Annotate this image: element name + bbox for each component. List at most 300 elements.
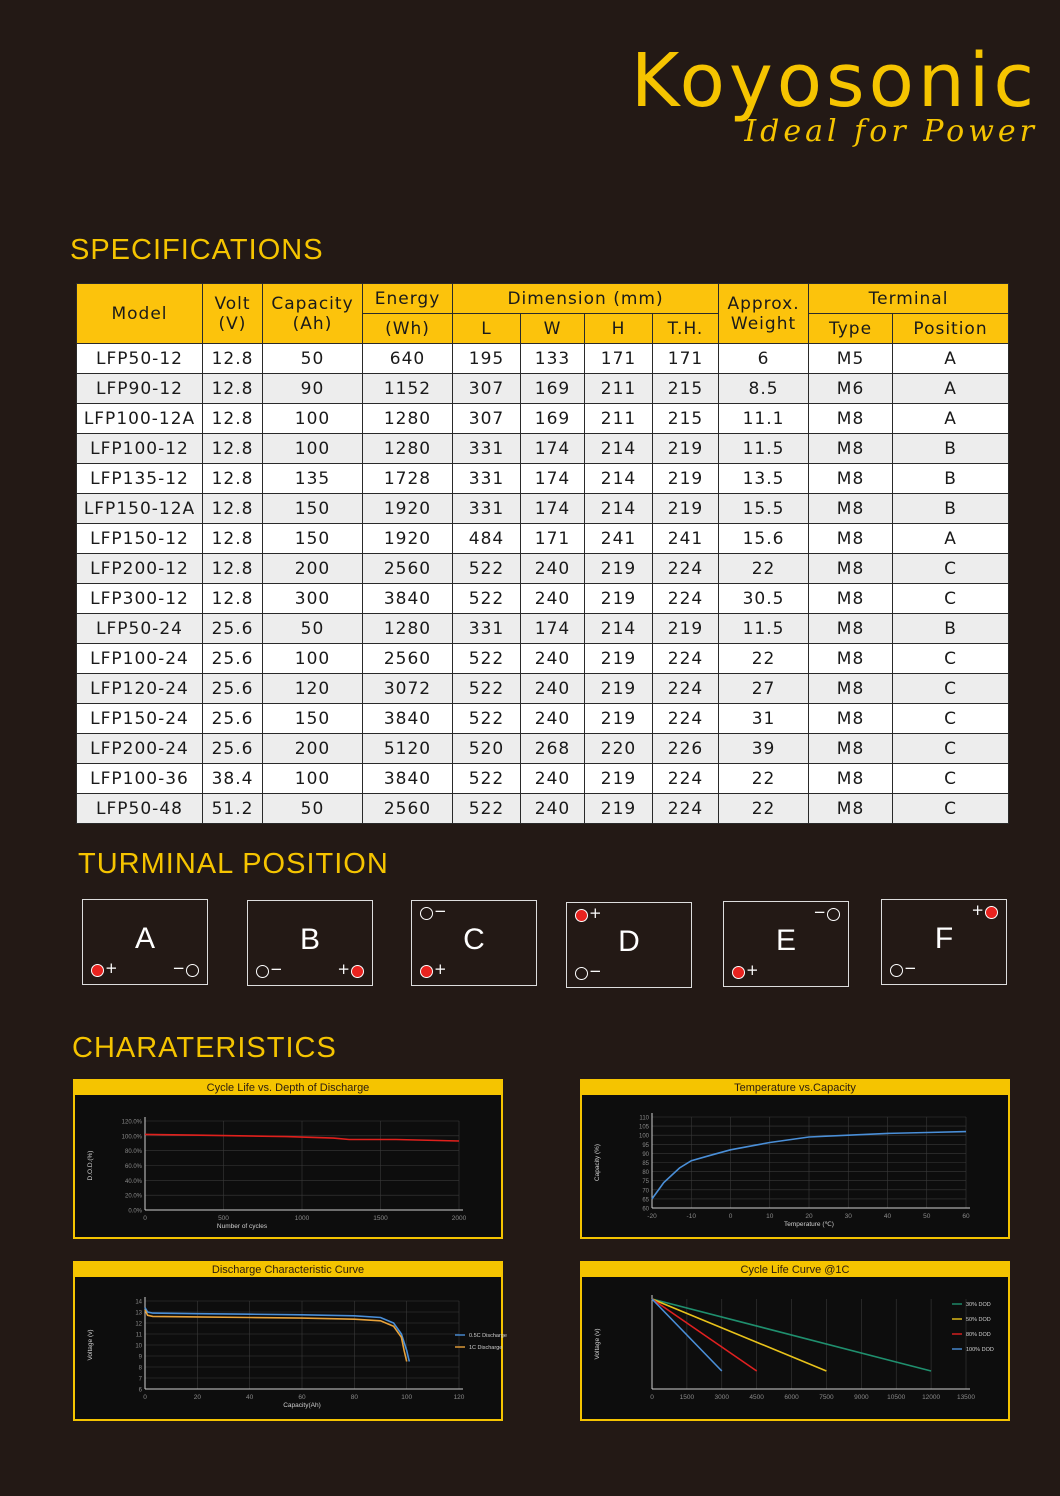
header-terminal: Terminal bbox=[809, 284, 1009, 314]
table-cell: LFP100-24 bbox=[77, 644, 203, 674]
x-tick-label: 30 bbox=[844, 1213, 852, 1220]
table-cell: B bbox=[893, 464, 1009, 494]
table-cell: 240 bbox=[521, 764, 585, 794]
y-tick-label: 65 bbox=[642, 1197, 649, 1204]
x-tick-label: 20 bbox=[193, 1394, 201, 1401]
table-cell: 224 bbox=[653, 704, 719, 734]
chart-title: Cycle Life Curve @1C bbox=[582, 1263, 1008, 1277]
terminal-position-heading: TURMINAL POSITION bbox=[78, 848, 389, 880]
table-cell: 640 bbox=[363, 344, 453, 374]
header-terminal-type: Type bbox=[809, 314, 893, 344]
table-cell: 219 bbox=[653, 464, 719, 494]
table-cell: 224 bbox=[653, 554, 719, 584]
x-tick-label: 0 bbox=[728, 1213, 733, 1220]
table-cell: 200 bbox=[263, 734, 363, 764]
y-tick-label: 20.0% bbox=[124, 1193, 142, 1200]
x-tick-label: 500 bbox=[218, 1215, 229, 1222]
x-tick-label: -20 bbox=[647, 1213, 657, 1220]
table-cell: A bbox=[893, 344, 1009, 374]
table-cell: 520 bbox=[453, 734, 521, 764]
x-tick-label: 40 bbox=[883, 1213, 892, 1220]
terminal-letter: B bbox=[299, 923, 320, 956]
x-tick-label: 1000 bbox=[294, 1215, 310, 1222]
table-cell: 1728 bbox=[363, 464, 453, 494]
table-cell: 100 bbox=[263, 434, 363, 464]
terminal-letter: C bbox=[463, 923, 485, 956]
x-tick-label: 50 bbox=[923, 1213, 931, 1220]
y-tick-label: 9 bbox=[138, 1354, 142, 1361]
terminal-letter: D bbox=[618, 925, 640, 958]
table-cell: 25.6 bbox=[203, 734, 263, 764]
table-cell: 50 bbox=[263, 794, 363, 824]
table-cell: 135 bbox=[263, 464, 363, 494]
minus-icon: − bbox=[172, 959, 185, 977]
y-tick-label: 80 bbox=[642, 1170, 649, 1177]
table-cell: 39 bbox=[719, 734, 809, 764]
chart-cycle-life-1c-plot bbox=[582, 1277, 1008, 1419]
table-cell: 522 bbox=[453, 764, 521, 794]
terminal-box-f bbox=[881, 899, 1007, 985]
table-cell: C bbox=[893, 584, 1009, 614]
table-cell: 3840 bbox=[363, 764, 453, 794]
table-cell: 214 bbox=[585, 494, 653, 524]
table-row bbox=[77, 734, 1009, 764]
table-cell: 215 bbox=[653, 374, 719, 404]
table-cell: 224 bbox=[653, 674, 719, 704]
table-cell: 12.8 bbox=[203, 434, 263, 464]
chart-temperature-capacity bbox=[580, 1079, 1010, 1239]
x-tick-label: 60 bbox=[298, 1394, 306, 1401]
table-cell: 1280 bbox=[363, 614, 453, 644]
table-cell: 1920 bbox=[363, 494, 453, 524]
table-cell: 331 bbox=[453, 614, 521, 644]
terminal-box-d bbox=[566, 902, 692, 988]
header-energy: Energy bbox=[363, 284, 453, 314]
terminal-letter: F bbox=[934, 922, 954, 955]
terminal-letter: A bbox=[134, 922, 155, 955]
brand-name: Koyosonic bbox=[630, 38, 1038, 124]
table-cell: 211 bbox=[585, 404, 653, 434]
header-model: Model bbox=[77, 284, 203, 344]
header-volt: Volt (V) bbox=[203, 284, 263, 344]
x-axis-label: Capacity(Ah) bbox=[283, 1402, 321, 1409]
table-cell: 522 bbox=[453, 794, 521, 824]
x-tick-label: 20 bbox=[805, 1213, 813, 1220]
y-tick-label: 14 bbox=[135, 1299, 142, 1306]
table-cell: 12.8 bbox=[203, 344, 263, 374]
header-energy-unit: (Wh) bbox=[363, 314, 453, 344]
table-cell: 22 bbox=[719, 794, 809, 824]
y-tick-label: 6 bbox=[138, 1387, 142, 1394]
table-cell: 120 bbox=[263, 674, 363, 704]
table-cell: LFP135-12 bbox=[77, 464, 203, 494]
table-cell: LFP300-12 bbox=[77, 584, 203, 614]
table-cell: 5120 bbox=[363, 734, 453, 764]
table-cell: 240 bbox=[521, 584, 585, 614]
table-cell: 100 bbox=[263, 404, 363, 434]
table-cell: 240 bbox=[521, 704, 585, 734]
negative-terminal-icon bbox=[256, 965, 269, 978]
table-cell: 200 bbox=[263, 554, 363, 584]
x-tick-label: 10500 bbox=[887, 1394, 906, 1401]
table-cell: 214 bbox=[585, 434, 653, 464]
series-line bbox=[145, 1310, 407, 1362]
table-cell: 12.8 bbox=[203, 404, 263, 434]
table-cell: 226 bbox=[653, 734, 719, 764]
table-cell: M8 bbox=[809, 734, 893, 764]
x-tick-label: 40 bbox=[246, 1394, 254, 1401]
chart-title: Cycle Life vs. Depth of Discharge bbox=[75, 1081, 501, 1095]
header-height: H bbox=[585, 314, 653, 344]
table-cell: 27 bbox=[719, 674, 809, 704]
x-axis-label: Temperature (℃) bbox=[784, 1221, 834, 1228]
table-row bbox=[77, 374, 1009, 404]
y-axis-label: Voltage (v) bbox=[594, 1328, 601, 1360]
minus-icon: − bbox=[270, 960, 283, 978]
negative-terminal-icon bbox=[890, 964, 903, 977]
table-cell: A bbox=[893, 404, 1009, 434]
y-tick-label: 60.0% bbox=[124, 1164, 142, 1170]
table-cell: LFP150-12 bbox=[77, 524, 203, 554]
table-cell: 100 bbox=[263, 764, 363, 794]
table-cell: 522 bbox=[453, 584, 521, 614]
table-cell: 22 bbox=[719, 554, 809, 584]
table-cell: 224 bbox=[653, 764, 719, 794]
table-cell: 38.4 bbox=[203, 764, 263, 794]
table-cell: 133 bbox=[521, 344, 585, 374]
table-cell: A bbox=[893, 524, 1009, 554]
x-tick-label: 1500 bbox=[373, 1215, 388, 1222]
x-tick-label: 7500 bbox=[819, 1394, 834, 1401]
chart-title: Discharge Characteristic Curve bbox=[75, 1263, 501, 1277]
table-cell: 522 bbox=[453, 644, 521, 674]
table-cell: 268 bbox=[521, 734, 585, 764]
table-row bbox=[77, 794, 1009, 824]
x-tick-label: -10 bbox=[686, 1213, 696, 1220]
table-cell: LFP100-12 bbox=[77, 434, 203, 464]
table-cell: LFP200-12 bbox=[77, 554, 203, 584]
table-cell: 331 bbox=[453, 494, 521, 524]
x-tick-label: 80 bbox=[350, 1394, 358, 1401]
y-tick-label: 60 bbox=[642, 1206, 649, 1213]
table-cell: 1152 bbox=[363, 374, 453, 404]
y-tick-label: 70 bbox=[642, 1188, 649, 1195]
table-cell: 211 bbox=[585, 374, 653, 404]
y-tick-label: 85 bbox=[642, 1161, 649, 1167]
table-cell: 30.5 bbox=[719, 584, 809, 614]
table-cell: LFP50-48 bbox=[77, 794, 203, 824]
table-cell: C bbox=[893, 704, 1009, 734]
table-cell: LFP90-12 bbox=[77, 374, 203, 404]
table-cell: M8 bbox=[809, 764, 893, 794]
chart-discharge-curve-plot bbox=[75, 1277, 507, 1419]
table-cell: 171 bbox=[585, 344, 653, 374]
y-tick-label: 11 bbox=[135, 1332, 142, 1339]
table-cell: 8.5 bbox=[719, 374, 809, 404]
table-row bbox=[77, 524, 1009, 554]
x-tick-label: 3000 bbox=[714, 1394, 730, 1401]
table-cell: 219 bbox=[653, 434, 719, 464]
table-cell: LFP100-12A bbox=[77, 404, 203, 434]
table-cell: 3072 bbox=[363, 674, 453, 704]
table-cell: 215 bbox=[653, 404, 719, 434]
x-tick-label: 9000 bbox=[854, 1394, 869, 1401]
table-cell: 22 bbox=[719, 644, 809, 674]
table-cell: 169 bbox=[521, 404, 585, 434]
table-cell: 219 bbox=[653, 614, 719, 644]
table-cell: M5 bbox=[809, 344, 893, 374]
legend-label: 50% DOD bbox=[966, 1317, 991, 1323]
table-cell: 241 bbox=[653, 524, 719, 554]
terminal-letter: E bbox=[775, 924, 796, 957]
plus-icon: + bbox=[434, 960, 447, 978]
x-tick-label: 6000 bbox=[784, 1394, 799, 1401]
minus-icon: − bbox=[813, 903, 826, 921]
table-cell: A bbox=[893, 374, 1009, 404]
table-cell: LFP150-24 bbox=[77, 704, 203, 734]
table-row bbox=[77, 434, 1009, 464]
negative-terminal-icon bbox=[186, 964, 199, 977]
table-cell: 150 bbox=[263, 494, 363, 524]
table-cell: C bbox=[893, 734, 1009, 764]
terminal-box-a bbox=[82, 899, 208, 985]
table-cell: 3840 bbox=[363, 704, 453, 734]
table-cell: M8 bbox=[809, 494, 893, 524]
table-cell: 219 bbox=[585, 644, 653, 674]
y-tick-label: 105 bbox=[638, 1124, 649, 1131]
table-cell: 50 bbox=[263, 344, 363, 374]
table-cell: 240 bbox=[521, 554, 585, 584]
table-cell: LFP50-12 bbox=[77, 344, 203, 374]
table-cell: M8 bbox=[809, 554, 893, 584]
table-cell: 12.8 bbox=[203, 584, 263, 614]
table-cell: 25.6 bbox=[203, 704, 263, 734]
table-cell: 3840 bbox=[363, 584, 453, 614]
table-cell: 25.6 bbox=[203, 674, 263, 704]
table-cell: C bbox=[893, 644, 1009, 674]
table-cell: 12.8 bbox=[203, 524, 263, 554]
y-axis-label: Capacity (%) bbox=[594, 1143, 601, 1182]
table-cell: 50 bbox=[263, 614, 363, 644]
chart-title: Temperature vs.Capacity bbox=[582, 1081, 1008, 1095]
table-cell: M8 bbox=[809, 524, 893, 554]
table-cell: 2560 bbox=[363, 644, 453, 674]
table-row bbox=[77, 704, 1009, 734]
table-cell: 11.5 bbox=[719, 434, 809, 464]
table-row bbox=[77, 464, 1009, 494]
header-dimension: Dimension (mm) bbox=[453, 284, 719, 314]
positive-terminal-icon bbox=[732, 966, 745, 979]
table-cell: 219 bbox=[653, 494, 719, 524]
table-cell: M6 bbox=[809, 374, 893, 404]
table-cell: 12.8 bbox=[203, 464, 263, 494]
specifications-heading: SPECIFICATIONS bbox=[70, 234, 324, 266]
table-cell: 15.5 bbox=[719, 494, 809, 524]
table-cell: LFP100-36 bbox=[77, 764, 203, 794]
table-cell: C bbox=[893, 674, 1009, 704]
table-cell: 224 bbox=[653, 584, 719, 614]
table-cell: M8 bbox=[809, 464, 893, 494]
specifications-table bbox=[76, 283, 1009, 824]
negative-terminal-icon bbox=[575, 967, 588, 980]
table-cell: 22 bbox=[719, 764, 809, 794]
positive-terminal-icon bbox=[91, 964, 104, 977]
table-cell: 2560 bbox=[363, 794, 453, 824]
table-row bbox=[77, 644, 1009, 674]
plus-icon: + bbox=[589, 904, 602, 922]
table-row bbox=[77, 584, 1009, 614]
x-tick-label: 13500 bbox=[956, 1394, 976, 1401]
y-tick-label: 10 bbox=[135, 1343, 142, 1350]
table-cell: 219 bbox=[585, 794, 653, 824]
table-cell: 522 bbox=[453, 554, 521, 584]
header-terminal-position: Position bbox=[893, 314, 1009, 344]
x-axis-label: Number of cycles bbox=[216, 1223, 268, 1230]
table-cell: 219 bbox=[585, 764, 653, 794]
table-cell: 195 bbox=[453, 344, 521, 374]
x-tick-label: 12000 bbox=[922, 1394, 941, 1401]
table-cell: 25.6 bbox=[203, 614, 263, 644]
table-cell: M8 bbox=[809, 584, 893, 614]
table-cell: 25.6 bbox=[203, 644, 263, 674]
positive-terminal-icon bbox=[575, 909, 588, 922]
plus-icon: + bbox=[337, 960, 350, 978]
table-cell: 522 bbox=[453, 704, 521, 734]
legend-label: 1C Discharge bbox=[469, 1345, 503, 1351]
terminal-box-b bbox=[247, 900, 373, 986]
table-cell: 331 bbox=[453, 464, 521, 494]
table-cell: 174 bbox=[521, 614, 585, 644]
x-tick-label: 2000 bbox=[451, 1215, 467, 1222]
table-cell: 522 bbox=[453, 674, 521, 704]
x-tick-label: 10 bbox=[766, 1213, 774, 1220]
table-cell: 15.6 bbox=[719, 524, 809, 554]
table-cell: M8 bbox=[809, 434, 893, 464]
x-tick-label: 100 bbox=[401, 1394, 413, 1401]
y-tick-label: 12 bbox=[135, 1321, 142, 1328]
x-tick-label: 1500 bbox=[679, 1394, 695, 1401]
table-cell: LFP120-24 bbox=[77, 674, 203, 704]
chart-cycle-life-dod-plot bbox=[75, 1095, 501, 1237]
x-tick-label: 120 bbox=[453, 1394, 465, 1401]
plus-icon: + bbox=[971, 901, 984, 919]
table-cell: LFP150-12A bbox=[77, 494, 203, 524]
table-cell: C bbox=[893, 794, 1009, 824]
table-cell: 219 bbox=[585, 554, 653, 584]
header-length: L bbox=[453, 314, 521, 344]
table-cell: 6 bbox=[719, 344, 809, 374]
table-cell: 219 bbox=[585, 674, 653, 704]
y-tick-label: 75 bbox=[642, 1179, 649, 1186]
table-cell: 31 bbox=[719, 704, 809, 734]
minus-icon: − bbox=[434, 902, 447, 920]
table-cell: 224 bbox=[653, 644, 719, 674]
table-cell: 331 bbox=[453, 434, 521, 464]
table-cell: 219 bbox=[585, 704, 653, 734]
positive-terminal-icon bbox=[351, 965, 364, 978]
table-row bbox=[77, 554, 1009, 584]
y-tick-label: 40.0% bbox=[124, 1178, 142, 1185]
table-cell: 484 bbox=[453, 524, 521, 554]
y-tick-label: 13 bbox=[135, 1310, 142, 1317]
table-cell: 100 bbox=[263, 644, 363, 674]
table-cell: 214 bbox=[585, 464, 653, 494]
y-tick-label: 8 bbox=[138, 1365, 142, 1372]
table-cell: 307 bbox=[453, 404, 521, 434]
negative-terminal-icon bbox=[827, 908, 840, 921]
table-row bbox=[77, 614, 1009, 644]
table-cell: 90 bbox=[263, 374, 363, 404]
x-tick-label: 0 bbox=[143, 1394, 147, 1401]
table-cell: 150 bbox=[263, 704, 363, 734]
y-tick-label: 0.0% bbox=[128, 1208, 142, 1215]
terminal-box-c bbox=[411, 900, 537, 986]
table-cell: 171 bbox=[521, 524, 585, 554]
header-total-height: T.H. bbox=[653, 314, 719, 344]
table-cell: 174 bbox=[521, 464, 585, 494]
legend-label: 80% DOD bbox=[966, 1332, 991, 1338]
table-cell: M8 bbox=[809, 704, 893, 734]
table-cell: 174 bbox=[521, 434, 585, 464]
positive-terminal-icon bbox=[985, 906, 998, 919]
table-cell: B bbox=[893, 614, 1009, 644]
table-cell: 224 bbox=[653, 794, 719, 824]
plus-icon: + bbox=[105, 959, 118, 977]
table-cell: 169 bbox=[521, 374, 585, 404]
y-tick-label: 100 bbox=[638, 1133, 649, 1140]
x-tick-label: 4500 bbox=[749, 1394, 764, 1401]
table-row bbox=[77, 674, 1009, 704]
y-tick-label: 90 bbox=[642, 1151, 649, 1158]
chart-temperature-capacity-plot bbox=[582, 1095, 1008, 1237]
x-tick-label: 0 bbox=[143, 1215, 147, 1222]
table-cell: 240 bbox=[521, 644, 585, 674]
table-cell: M8 bbox=[809, 794, 893, 824]
table-cell: 214 bbox=[585, 614, 653, 644]
table-cell: C bbox=[893, 764, 1009, 794]
series-line bbox=[652, 1299, 826, 1371]
table-cell: 51.2 bbox=[203, 794, 263, 824]
table-row bbox=[77, 494, 1009, 524]
brand-logo bbox=[630, 38, 1038, 149]
y-tick-label: 80.0% bbox=[124, 1149, 142, 1156]
table-cell: 2560 bbox=[363, 554, 453, 584]
table-cell: 240 bbox=[521, 674, 585, 704]
table-cell: 11.1 bbox=[719, 404, 809, 434]
table-cell: 174 bbox=[521, 494, 585, 524]
y-tick-label: 120.0% bbox=[121, 1119, 142, 1126]
table-cell: 1280 bbox=[363, 404, 453, 434]
table-cell: 13.5 bbox=[719, 464, 809, 494]
table-cell: 12.8 bbox=[203, 554, 263, 584]
terminal-box-e bbox=[723, 901, 849, 987]
series-line bbox=[145, 1308, 409, 1362]
y-tick-label: 110 bbox=[639, 1115, 649, 1122]
table-cell: B bbox=[893, 494, 1009, 524]
table-row bbox=[77, 344, 1009, 374]
chart-cycle-life-dod bbox=[73, 1079, 503, 1239]
table-cell: 240 bbox=[521, 794, 585, 824]
chart-discharge-curve bbox=[73, 1261, 507, 1421]
header-weight: Approx. Weight bbox=[719, 284, 809, 344]
y-tick-label: 7 bbox=[138, 1376, 142, 1383]
table-cell: M8 bbox=[809, 674, 893, 704]
legend-label: 0.5C Discharge bbox=[469, 1333, 507, 1339]
header-width: W bbox=[521, 314, 585, 344]
table-cell: 12.8 bbox=[203, 374, 263, 404]
table-cell: 150 bbox=[263, 524, 363, 554]
table-cell: 300 bbox=[263, 584, 363, 614]
